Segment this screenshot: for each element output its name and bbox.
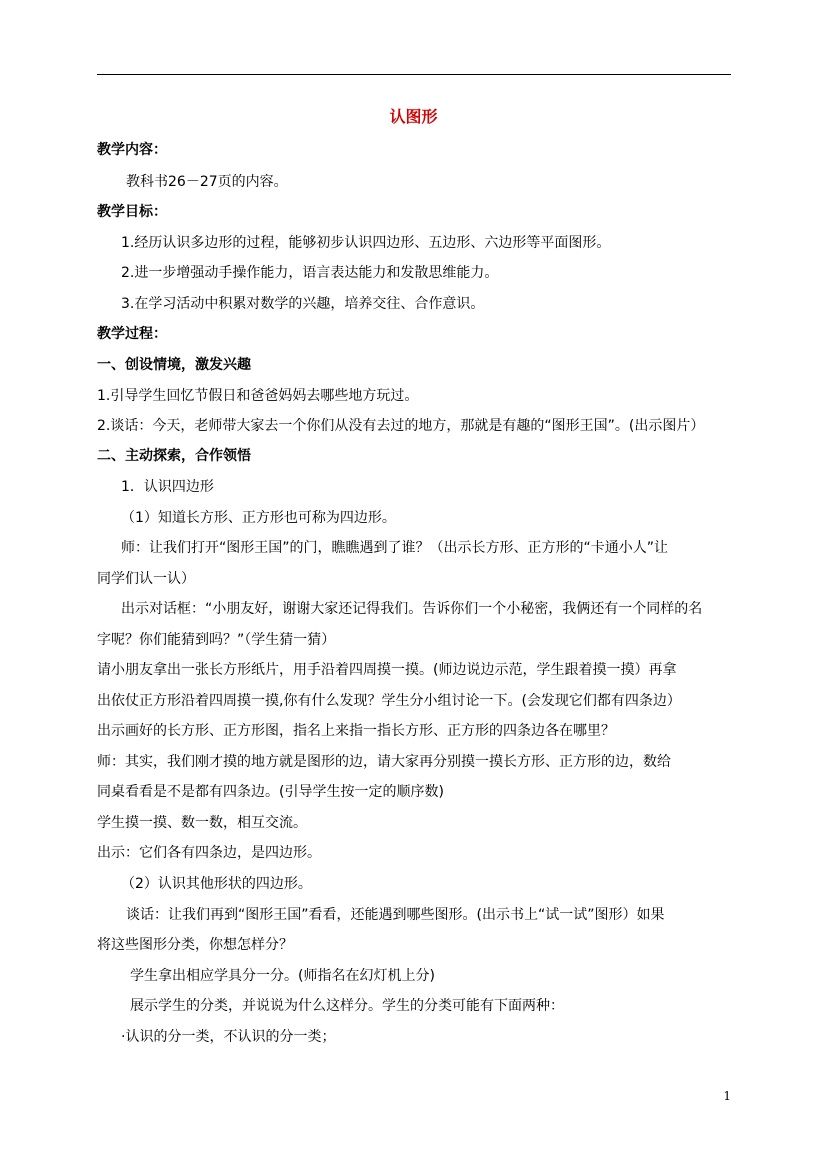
page-title: 认图形 (389, 107, 438, 126)
paragraph-line: 出示：它们各有四条边，是四边形。 (97, 845, 321, 861)
section-heading: 一、创设情境，激发兴趣 (97, 357, 251, 373)
paragraph-line: 字呢？你们能猜到吗？”（学生猜一猜） (97, 632, 336, 648)
paragraph-line: 师：让我们打开“图形王国”的门，瞧瞧遇到了谁？（出示长方形、正方形的“卡通小人”让 (121, 540, 669, 556)
page-number: 1 (723, 1089, 731, 1103)
paragraph-line: 学生拿出相应学具分一分。(师指名在幻灯机上分) (130, 968, 435, 984)
objective-item: 1.经历认识多边形的过程，能够初步认识四边形、五边形、六边形等平面图形。 (121, 235, 611, 251)
paragraph-line: 展示学生的分类，并说说为什么这样分。学生的分类可能有下面两种： (130, 998, 564, 1014)
paragraph-line: 学生摸一摸、数一数，相互交流。 (97, 815, 307, 831)
paragraph-line: 2.谈话：今天，老师带大家去一个你们从没有去过的地方，那就是有趣的“图形王国”。(出示图片） (97, 418, 705, 434)
paragraph-line: 同桌看看是不是都有四条边。(引导学生按一定的顺序数) (97, 784, 444, 800)
heading-objectives: 教学目标： (97, 204, 167, 220)
paragraph-line: 出示对话框：“小朋友好，谢谢大家还记得我们。告诉你们一个小秘密，我俩还有一个同样的名 (121, 601, 703, 617)
paragraph-line: 教科书26－27页的内容。 (126, 174, 288, 190)
paragraph-line: 1.引导学生回忆节假日和爸爸妈妈去哪些地方玩过。 (97, 388, 419, 404)
sub-heading: （2）认识其他形状的四边形。 (121, 876, 312, 892)
paragraph-line: 同学们认一认） (97, 571, 195, 587)
objective-item: 2.进一步增强动手操作能力，语言表达能力和发散思维能力。 (121, 265, 499, 281)
objective-item: 3.在学习活动中积累对数学的兴趣，培养交往、合作意识。 (121, 296, 485, 312)
heading-content: 教学内容： (97, 142, 167, 158)
paragraph-line: 师：其实，我们刚才摸的地方就是图形的边，请大家再分别摸一摸长方形、正方形的边，数给 (97, 754, 671, 770)
section-heading: 二、主动探索，合作领悟 (97, 448, 251, 464)
paragraph-line: 出依仗正方形沿着四周摸一摸,你有什么发现？学生分小组讨论一下。(会发现它们都有四条边） (97, 693, 681, 709)
paragraph-line: 请小朋友拿出一张长方形纸片，用手沿着四周摸一摸。(师边说边示范，学生跟着摸一摸）再拿 (97, 662, 677, 678)
header-rule (97, 74, 731, 75)
paragraph-line: （1）知道长方形、正方形也可称为四边形。 (121, 510, 396, 526)
paragraph-line: 谈话：让我们再到“图形王国”看看，还能遇到哪些图形。(出示书上“试一试”图形）如果 (126, 907, 665, 923)
sub-heading: 1．认识四边形 (121, 479, 214, 495)
heading-process: 教学过程： (97, 326, 167, 342)
list-item: ·认识的分一类，不认识的分一类； (121, 1029, 336, 1045)
paragraph-line: 将这些图形分类，你想怎样分？ (97, 937, 293, 953)
paragraph-line: 出示画好的长方形、正方形图，指名上来指一指长方形、正方形的四条边各在哪里？ (97, 723, 615, 739)
